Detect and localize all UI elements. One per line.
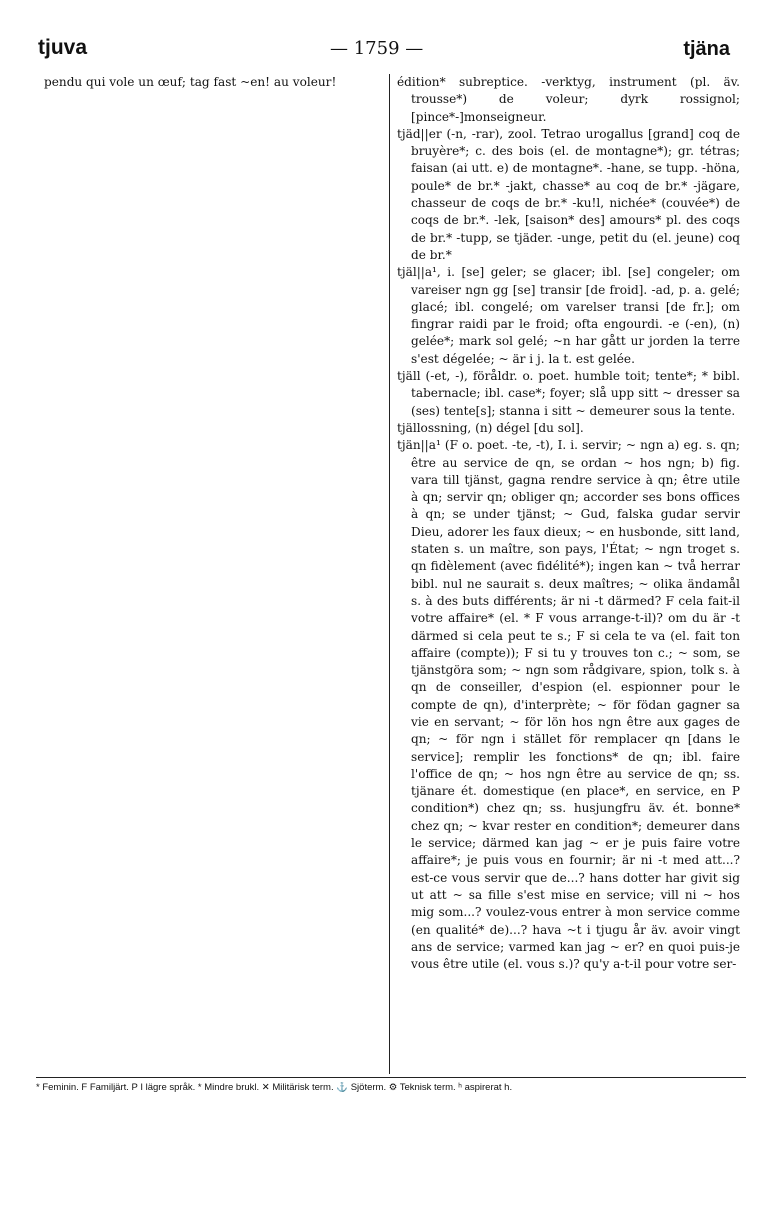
entry-text: édition* subreptice. -verktyg, instrument (pl. äv. trousse*) de voleur; dyrk rossignol; [pince*-]monseigneur. (397, 75, 740, 124)
page-header (0, 36, 776, 66)
page-number: — 1759 — (330, 38, 424, 59)
entry-text: tjällossning, (n) dégel [du sol]. (397, 420, 584, 435)
footer-divider (36, 1077, 746, 1078)
entry-text: tjän||a¹ (F o. poet. -te, -t), I. i. servir; ~ ngn a) eg. s. qn; être au service de qn, se ordan ~ hos ngn; b) fig. vara till tjänst, gagna rendre service à qn; être utile à qn; servir qn; obliger qn; accorder ses bons offices à qn; se under tjänst; ~ Gud, falska gudar servir Dieu, adorer les faux dieux; ~ en husbonde, sitt land, staten s. un maître, son pays, l'État; ~ ngn troget s. qn fidèlement (avec fidélité*); ingen kan ~ två herrar bibl. nul ne saurait s. deux maîtres; ~ olika ändamål s. à des buts différents; är ni -t därmed? F cela fait-il votre affaire* (el. * F vous arrange-t-il)? om du är -t därmed si cela peut te s.; F si cela te va (el. fait ton affaire (compte)); F si tu y trouves ton c.; ~ som, se tjänstgöra som; ~ ngn som rådgivare, spion, tolk s. à qn de conseiller, d'espion (el. espionner pour le compte de qn), d'interprète; ~ för födan gagner sa vie en servant; ~ för lön hos ngn être aux gages de qn; ~ för ngn i stället för remplacer qn [dans le service]; remplir les fonctions* de qn; ibl. faire l'office de qn; ~ hos ngn être au service de qn; ss. tjänare ét. domestique (en place*, en service, en P condition*) chez qn; ss. husjungfru äv. ét. bonne* chez qn; ~ kvar rester en condition*; demeurer dans le service; därmed kan jag ~ er je puis faire votre affaire*; je puis vous en fournir; är ni -t med att...? est-ce vous servir que de...? hans dotter har givit sig ut att ~ sa fille s'est mise en service; vill ni ~ hos mig som...? voulez-vous entrer à mon service comme (en qualité* de)...? hava ~t i tjugu år äv. avoir vingt ans de service; varmed kan jag ~ er? en quoi puis-je vous être utile (el. vous s.)? qu'y a-t-il pour votre ser- (397, 438, 740, 972)
left-column (44, 74, 389, 1074)
column-divider (389, 74, 390, 1074)
entry-text: tjäd||er (-n, -rar), zool. Tetrao urogallus [grand] coq de bruyère*; c. des bois (el. de montagne*); gr. tétras; faisan (ai utt. e) de montagne*. -hane, se tupp. -höna, poule* de br.* -jakt, chasse* au coq de br.* -jägare, chasseur de coqs de br.* -ku!l, nichée* (couvée*) de coqs de br.*. -lek, [saison* des] amours* pl. des coqs de br.* -tupp, se tjäder. -unge, petit du (el. jeune) coq de br.* (397, 126, 740, 262)
entry-text: pendu qui vole un œuf; tag fast ~en! au voleur! (44, 75, 337, 89)
header-left-word: tjuva (38, 36, 88, 59)
entry-text: tjäl||a¹, i. [se] geler; se glacer; ibl. [se] congeler; om vareiser ngn gg [se] transir [de froid]. -ad, p. a. gelé; glacé; ibl. congelé; om varelser transi [de fr.]; om fingrar raidi par le froid; ofta engourdi. -e (-en), (n) gelée*; mark sol gelé; ~n har gått ur jorden la terre s'est dégelée; ~ är i j. la t. est gelée. (397, 265, 740, 366)
right-column (397, 74, 740, 1074)
header-right-word: tjäna (683, 38, 730, 60)
entry-text: tjäll (-et, -), föråldr. o. poet. humble toit; tente*; * bibl. tabernacle; ibl. case*; foyer; slå upp sitt ~ dresser sa (ses) tente[s]; stanna i sitt ~ demeurer sous la tente. (397, 369, 740, 418)
abbreviation-legend: * Feminin. F Familjärt. P I lägre språk. * Mindre brukl. ✕ Militärisk term. ⚓ Sjöterm. ⚙ Teknisk term. ʰ aspirerat h. (36, 1082, 513, 1093)
